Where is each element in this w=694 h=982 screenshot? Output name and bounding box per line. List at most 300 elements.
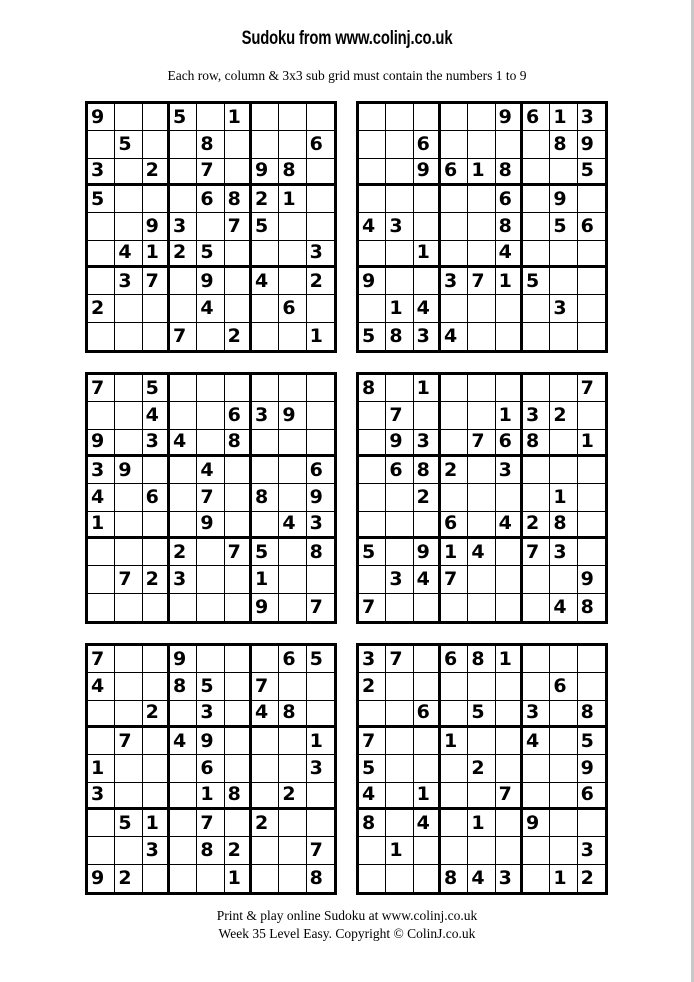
sudoku-cell: 2 bbox=[252, 186, 279, 213]
sudoku-cell bbox=[414, 512, 441, 539]
sudoku-cell bbox=[225, 728, 252, 755]
sudoku-cell: 2 bbox=[143, 159, 170, 186]
sudoku-cell bbox=[496, 673, 523, 700]
sudoku-cell: 6 bbox=[523, 104, 550, 131]
sudoku-cell bbox=[197, 646, 224, 673]
sudoku-cell: 4 bbox=[197, 295, 224, 322]
sudoku-cell bbox=[197, 594, 224, 621]
sudoku-cell bbox=[170, 865, 197, 892]
sudoku-cell bbox=[523, 566, 550, 593]
sudoku-cell bbox=[496, 131, 523, 158]
sudoku-cell bbox=[252, 755, 279, 782]
sudoku-cell bbox=[170, 268, 197, 295]
sudoku-cell bbox=[307, 159, 334, 186]
sudoku-cell bbox=[550, 457, 577, 484]
sudoku-cell bbox=[359, 241, 386, 268]
sudoku-cell bbox=[468, 594, 495, 621]
sudoku-cell: 7 bbox=[496, 783, 523, 810]
sudoku-cell bbox=[468, 375, 495, 402]
sudoku-cell bbox=[279, 865, 306, 892]
sudoku-cell: 9 bbox=[578, 131, 605, 158]
sudoku-cell bbox=[578, 241, 605, 268]
sudoku-grid-2 bbox=[356, 101, 608, 353]
sudoku-cell bbox=[143, 646, 170, 673]
sudoku-cell: 7 bbox=[307, 837, 334, 864]
sudoku-cell: 5 bbox=[359, 755, 386, 782]
sudoku-cell: 4 bbox=[359, 213, 386, 240]
sudoku-cell: 8 bbox=[309, 866, 323, 889]
sudoku-cell bbox=[550, 323, 577, 350]
sudoku-cell: 7 bbox=[88, 646, 115, 673]
sudoku-grid-3 bbox=[85, 372, 337, 624]
sudoku-cell bbox=[143, 539, 170, 566]
sudoku-cell bbox=[197, 213, 224, 240]
sudoku-cell: 9 bbox=[578, 755, 605, 782]
sudoku-cell bbox=[252, 837, 279, 864]
sudoku-cell bbox=[197, 430, 224, 457]
sudoku-cell: 1 bbox=[496, 646, 523, 673]
sudoku-cell: 8 bbox=[225, 783, 252, 810]
sudoku-cell: 5 bbox=[115, 131, 142, 158]
sudoku-cell: 2 bbox=[441, 457, 468, 484]
sudoku-cell bbox=[468, 728, 495, 755]
sudoku-cell bbox=[225, 512, 252, 539]
sudoku-cell: 1 bbox=[496, 402, 523, 429]
sudoku-cell: 1 bbox=[307, 728, 334, 755]
sudoku-cell bbox=[441, 104, 468, 131]
sudoku-cell bbox=[307, 566, 334, 593]
sudoku-cell: 8 bbox=[279, 701, 306, 728]
sudoku-cell bbox=[88, 701, 115, 728]
sudoku-cell: 9 bbox=[550, 186, 577, 213]
sudoku-cell bbox=[143, 865, 170, 892]
sudoku-cell bbox=[441, 837, 468, 864]
sudoku-cell: 6 bbox=[414, 131, 441, 158]
sudoku-cell bbox=[523, 755, 550, 782]
sudoku-cell: 4 bbox=[550, 594, 577, 621]
sudoku-cell bbox=[578, 539, 605, 566]
sudoku-cell: 2 bbox=[252, 810, 279, 837]
sudoku-cell bbox=[550, 701, 577, 728]
sudoku-cell bbox=[225, 566, 252, 593]
sudoku-cell: 5 bbox=[578, 728, 605, 755]
sudoku-cell bbox=[115, 539, 142, 566]
sudoku-cell bbox=[550, 159, 577, 186]
sudoku-cell: 4 bbox=[170, 430, 197, 457]
sudoku-cell bbox=[578, 484, 605, 511]
sudoku-cell bbox=[115, 295, 142, 322]
sudoku-cell: 5 bbox=[197, 673, 224, 700]
sudoku-cell: 6 bbox=[550, 673, 577, 700]
footer-line-1: Print & play online Sudoku at www.colinj.co.uk bbox=[216, 908, 478, 923]
sudoku-cell bbox=[468, 186, 495, 213]
sudoku-cell: 4 bbox=[115, 241, 142, 268]
sudoku-cell bbox=[307, 375, 334, 402]
sudoku-cell: 1 bbox=[252, 566, 279, 593]
sudoku-cell: 8 bbox=[414, 457, 441, 484]
sudoku-cell bbox=[359, 104, 386, 131]
sudoku-cell: 9 bbox=[578, 566, 605, 593]
sudoku-cell bbox=[143, 728, 170, 755]
sudoku-cell bbox=[441, 131, 468, 158]
sudoku-cell bbox=[88, 594, 115, 621]
sudoku-cell: 1 bbox=[441, 728, 468, 755]
sudoku-cell bbox=[414, 402, 441, 429]
sudoku-cell bbox=[115, 375, 142, 402]
sudoku-cell bbox=[578, 512, 605, 539]
sudoku-cell: 8 bbox=[252, 484, 279, 511]
sudoku-cell bbox=[307, 673, 334, 700]
sudoku-cell bbox=[197, 539, 224, 566]
sudoku-cell: 9 bbox=[252, 594, 279, 621]
sudoku-cell bbox=[225, 131, 252, 158]
sudoku-cell bbox=[441, 484, 468, 511]
sudoku-cell: 7 bbox=[309, 595, 323, 618]
sudoku-cell: 7 bbox=[197, 810, 224, 837]
sudoku-cell bbox=[441, 810, 468, 837]
sudoku-cell bbox=[468, 323, 495, 350]
sudoku-cell: 1 bbox=[496, 268, 523, 295]
sudoku-cell bbox=[386, 594, 413, 621]
sudoku-cell bbox=[88, 402, 115, 429]
sudoku-cell bbox=[550, 430, 577, 457]
sudoku-cell bbox=[496, 837, 523, 864]
sudoku-cell bbox=[115, 646, 142, 673]
sudoku-cell bbox=[578, 457, 605, 484]
sudoku-cell: 7 bbox=[115, 566, 142, 593]
sudoku-cell bbox=[252, 783, 279, 810]
sudoku-cell bbox=[359, 837, 386, 864]
sudoku-cell: 6 bbox=[279, 646, 306, 673]
sudoku-cell: 7 bbox=[386, 402, 413, 429]
sudoku-cell bbox=[414, 186, 441, 213]
sudoku-cell bbox=[550, 728, 577, 755]
sudoku-cell: 3 bbox=[441, 268, 468, 295]
sudoku-cell bbox=[523, 783, 550, 810]
sudoku-cell: 4 bbox=[279, 512, 306, 539]
sudoku-cell bbox=[115, 159, 142, 186]
sudoku-cell: 5 bbox=[307, 646, 334, 673]
sudoku-cell bbox=[386, 673, 413, 700]
sudoku-cell: 9 bbox=[88, 430, 115, 457]
sudoku-cell bbox=[414, 594, 441, 621]
sudoku-cell: 3 bbox=[307, 241, 334, 268]
sudoku-cell: 8 bbox=[496, 213, 523, 240]
sudoku-cell: 3 bbox=[578, 837, 605, 864]
sudoku-cell: 1 bbox=[414, 241, 441, 268]
sudoku-cell bbox=[88, 728, 115, 755]
sudoku-cell bbox=[88, 323, 115, 350]
sudoku-cell bbox=[523, 323, 550, 350]
sudoku-cell bbox=[143, 594, 170, 621]
sudoku-cell bbox=[414, 646, 441, 673]
sudoku-cell bbox=[197, 375, 224, 402]
sudoku-cell bbox=[88, 539, 115, 566]
sudoku-cell bbox=[441, 755, 468, 782]
sudoku-cell bbox=[578, 186, 605, 213]
sudoku-cell: 9 bbox=[414, 539, 441, 566]
sudoku-cell bbox=[115, 484, 142, 511]
sudoku-cell: 3 bbox=[523, 701, 550, 728]
sudoku-cell: 1 bbox=[441, 539, 468, 566]
sudoku-cell bbox=[252, 375, 279, 402]
sudoku-cell bbox=[414, 213, 441, 240]
sudoku-cell bbox=[468, 295, 495, 322]
sudoku-cell bbox=[143, 295, 170, 322]
sudoku-cell: 1 bbox=[386, 295, 413, 322]
sudoku-cell bbox=[441, 186, 468, 213]
sudoku-cell: 9 bbox=[359, 268, 386, 295]
sudoku-cell: 9 bbox=[307, 484, 334, 511]
sudoku-cell bbox=[225, 646, 252, 673]
sudoku-cell bbox=[225, 594, 252, 621]
sudoku-cell: 2 bbox=[143, 701, 170, 728]
sudoku-cell bbox=[115, 186, 142, 213]
sudoku-cell: 8 bbox=[580, 595, 594, 618]
sudoku-cell: 3 bbox=[307, 755, 334, 782]
sudoku-cell bbox=[279, 268, 306, 295]
sudoku-cell: 2 bbox=[307, 268, 334, 295]
sudoku-cell bbox=[252, 512, 279, 539]
sudoku-cell: 2 bbox=[550, 402, 577, 429]
sudoku-cell: 3 bbox=[414, 323, 441, 350]
sudoku-cell: 7 bbox=[197, 484, 224, 511]
sudoku-cell: 3 bbox=[578, 104, 605, 131]
sudoku-cell: 7 bbox=[143, 268, 170, 295]
sudoku-cell bbox=[386, 268, 413, 295]
sudoku-grid-5 bbox=[85, 643, 337, 895]
sudoku-cell: 3 bbox=[496, 457, 523, 484]
sudoku-cell bbox=[414, 755, 441, 782]
sudoku-cell: 5 bbox=[252, 539, 279, 566]
sudoku-cell: 4 bbox=[88, 673, 115, 700]
sudoku-grid-6 bbox=[356, 643, 608, 895]
sudoku-cell: 8 bbox=[170, 673, 197, 700]
sudoku-cell bbox=[386, 783, 413, 810]
sudoku-cell: 5 bbox=[197, 241, 224, 268]
sudoku-cell: 9 bbox=[115, 457, 142, 484]
sudoku-cell bbox=[359, 566, 386, 593]
sudoku-cell bbox=[386, 539, 413, 566]
sudoku-cell: 3 bbox=[307, 512, 334, 539]
sudoku-cell bbox=[496, 375, 523, 402]
sudoku-cell bbox=[307, 810, 334, 837]
sudoku-cell: 1 bbox=[143, 241, 170, 268]
sudoku-cell bbox=[523, 646, 550, 673]
sudoku-cell: 8 bbox=[225, 430, 252, 457]
sudoku-cell bbox=[279, 213, 306, 240]
sudoku-cell: 4 bbox=[170, 728, 197, 755]
sudoku-cell bbox=[115, 213, 142, 240]
sudoku-cell: 5 bbox=[359, 539, 386, 566]
sudoku-cell: 8 bbox=[359, 375, 386, 402]
sudoku-cell bbox=[523, 186, 550, 213]
sudoku-cell bbox=[170, 701, 197, 728]
sudoku-cell bbox=[496, 701, 523, 728]
sudoku-cell: 5 bbox=[115, 810, 142, 837]
sudoku-cell bbox=[115, 594, 142, 621]
sudoku-cell: 2 bbox=[88, 295, 115, 322]
sudoku-cell: 6 bbox=[578, 213, 605, 240]
sudoku-cell bbox=[252, 241, 279, 268]
sudoku-cell bbox=[550, 241, 577, 268]
sudoku-cell: 5 bbox=[550, 213, 577, 240]
sudoku-cell bbox=[225, 673, 252, 700]
sudoku-cell: 1 bbox=[309, 324, 323, 347]
sudoku-cell: 1 bbox=[550, 104, 577, 131]
sudoku-cell bbox=[279, 837, 306, 864]
sudoku-cell: 9 bbox=[414, 159, 441, 186]
sudoku-cell: 9 bbox=[88, 865, 115, 892]
sudoku-cell bbox=[143, 457, 170, 484]
sudoku-cell bbox=[550, 268, 577, 295]
sudoku-cell bbox=[386, 131, 413, 158]
sudoku-cell bbox=[468, 457, 495, 484]
sudoku-cell bbox=[170, 375, 197, 402]
sudoku-cell bbox=[170, 594, 197, 621]
sudoku-cell bbox=[414, 865, 441, 892]
sudoku-cell: 4 bbox=[414, 566, 441, 593]
sudoku-cell: 7 bbox=[441, 566, 468, 593]
sudoku-cell bbox=[279, 484, 306, 511]
sudoku-cell: 4 bbox=[523, 728, 550, 755]
sudoku-cell bbox=[359, 402, 386, 429]
sudoku-cell: 3 bbox=[252, 402, 279, 429]
sudoku-cell bbox=[386, 159, 413, 186]
sudoku-cell bbox=[441, 402, 468, 429]
sudoku-cell bbox=[307, 213, 334, 240]
sudoku-cell: 3 bbox=[143, 837, 170, 864]
sudoku-cell: 7 bbox=[359, 728, 386, 755]
sudoku-cell bbox=[496, 323, 523, 350]
sudoku-cell bbox=[115, 402, 142, 429]
sudoku-cell: 6 bbox=[441, 512, 468, 539]
sudoku-cell: 8 bbox=[468, 646, 495, 673]
sudoku-cell: 2 bbox=[225, 323, 252, 350]
sudoku-cell: 6 bbox=[307, 457, 334, 484]
sudoku-cell: 5 bbox=[252, 213, 279, 240]
sudoku-cell bbox=[115, 512, 142, 539]
sudoku-cell bbox=[523, 594, 550, 621]
sudoku-cell bbox=[441, 241, 468, 268]
sudoku-cell: 5 bbox=[88, 186, 115, 213]
sudoku-cell: 7 bbox=[578, 375, 605, 402]
sudoku-cell: 5 bbox=[359, 323, 386, 350]
sudoku-cell: 9 bbox=[88, 104, 115, 131]
sudoku-cell: 3 bbox=[359, 646, 386, 673]
sudoku-cell bbox=[115, 430, 142, 457]
sudoku-cell: 8 bbox=[279, 159, 306, 186]
sudoku-cell: 1 bbox=[197, 783, 224, 810]
sudoku-cell: 2 bbox=[279, 783, 306, 810]
sudoku-cell bbox=[279, 104, 306, 131]
sudoku-cell bbox=[468, 512, 495, 539]
sudoku-cell bbox=[115, 673, 142, 700]
sudoku-cell bbox=[550, 646, 577, 673]
sudoku-cell bbox=[170, 484, 197, 511]
sudoku-cell: 2 bbox=[143, 566, 170, 593]
sudoku-cell: 8 bbox=[578, 701, 605, 728]
sudoku-cell bbox=[252, 646, 279, 673]
sudoku-cell: 1 bbox=[143, 810, 170, 837]
sudoku-cell: 4 bbox=[88, 484, 115, 511]
sudoku-cell bbox=[359, 457, 386, 484]
sudoku-cell: 8 bbox=[441, 865, 468, 892]
sudoku-cell bbox=[359, 865, 386, 892]
sudoku-cell bbox=[414, 673, 441, 700]
sudoku-cell bbox=[197, 104, 224, 131]
sudoku-cell bbox=[468, 673, 495, 700]
sudoku-cell bbox=[197, 865, 224, 892]
sudoku-cell bbox=[359, 295, 386, 322]
sudoku-cell: 3 bbox=[523, 402, 550, 429]
sudoku-cell: 7 bbox=[197, 159, 224, 186]
sudoku-cell bbox=[279, 241, 306, 268]
sudoku-cell bbox=[88, 213, 115, 240]
sudoku-cell: 6 bbox=[279, 295, 306, 322]
sudoku-cell: 5 bbox=[578, 159, 605, 186]
sudoku-cell: 9 bbox=[279, 402, 306, 429]
sudoku-cell bbox=[578, 810, 605, 837]
sudoku-cell: 4 bbox=[414, 295, 441, 322]
sudoku-cell bbox=[468, 104, 495, 131]
sudoku-cell: 9 bbox=[197, 512, 224, 539]
sudoku-cell: 2 bbox=[170, 241, 197, 268]
sudoku-cell bbox=[523, 673, 550, 700]
sudoku-cell bbox=[523, 159, 550, 186]
sudoku-cell bbox=[414, 268, 441, 295]
sudoku-cell: 4 bbox=[468, 865, 495, 892]
sudoku-cell: 1 bbox=[88, 755, 115, 782]
sudoku-cell: 1 bbox=[468, 810, 495, 837]
sudoku-cell: 3 bbox=[550, 539, 577, 566]
sudoku-cell: 1 bbox=[386, 837, 413, 864]
sudoku-cell: 2 bbox=[414, 484, 441, 511]
sudoku-cell: 8 bbox=[496, 159, 523, 186]
sudoku-cell bbox=[225, 701, 252, 728]
sudoku-cell bbox=[170, 512, 197, 539]
sudoku-cell bbox=[307, 295, 334, 322]
sudoku-cell: 7 bbox=[225, 213, 252, 240]
sudoku-cell bbox=[143, 131, 170, 158]
sudoku-cell: 6 bbox=[441, 159, 468, 186]
instructions: Each row, column & 3x3 sub grid must contain the numbers 1 to 9 bbox=[167, 68, 527, 83]
sudoku-cell bbox=[550, 783, 577, 810]
sudoku-cell: 7 bbox=[523, 539, 550, 566]
sudoku-cell: 5 bbox=[143, 375, 170, 402]
sudoku-cell: 4 bbox=[197, 457, 224, 484]
sudoku-cell: 3 bbox=[88, 457, 115, 484]
sudoku-cell bbox=[252, 131, 279, 158]
sudoku-cell bbox=[523, 241, 550, 268]
sudoku-cell bbox=[307, 430, 334, 457]
sudoku-cell bbox=[225, 375, 252, 402]
sudoku-cell: 8 bbox=[550, 512, 577, 539]
sudoku-cell bbox=[578, 323, 605, 350]
sudoku-cell bbox=[359, 131, 386, 158]
sudoku-cell bbox=[386, 484, 413, 511]
sudoku-cell bbox=[170, 783, 197, 810]
sudoku-cell: 4 bbox=[143, 402, 170, 429]
sudoku-cell bbox=[578, 646, 605, 673]
sudoku-cell: 2 bbox=[580, 866, 594, 889]
sudoku-cell: 8 bbox=[550, 131, 577, 158]
sudoku-cell bbox=[197, 402, 224, 429]
sudoku-cell bbox=[414, 837, 441, 864]
sudoku-cell bbox=[88, 131, 115, 158]
sudoku-cell: 4 bbox=[441, 323, 468, 350]
sudoku-cell: 4 bbox=[359, 783, 386, 810]
